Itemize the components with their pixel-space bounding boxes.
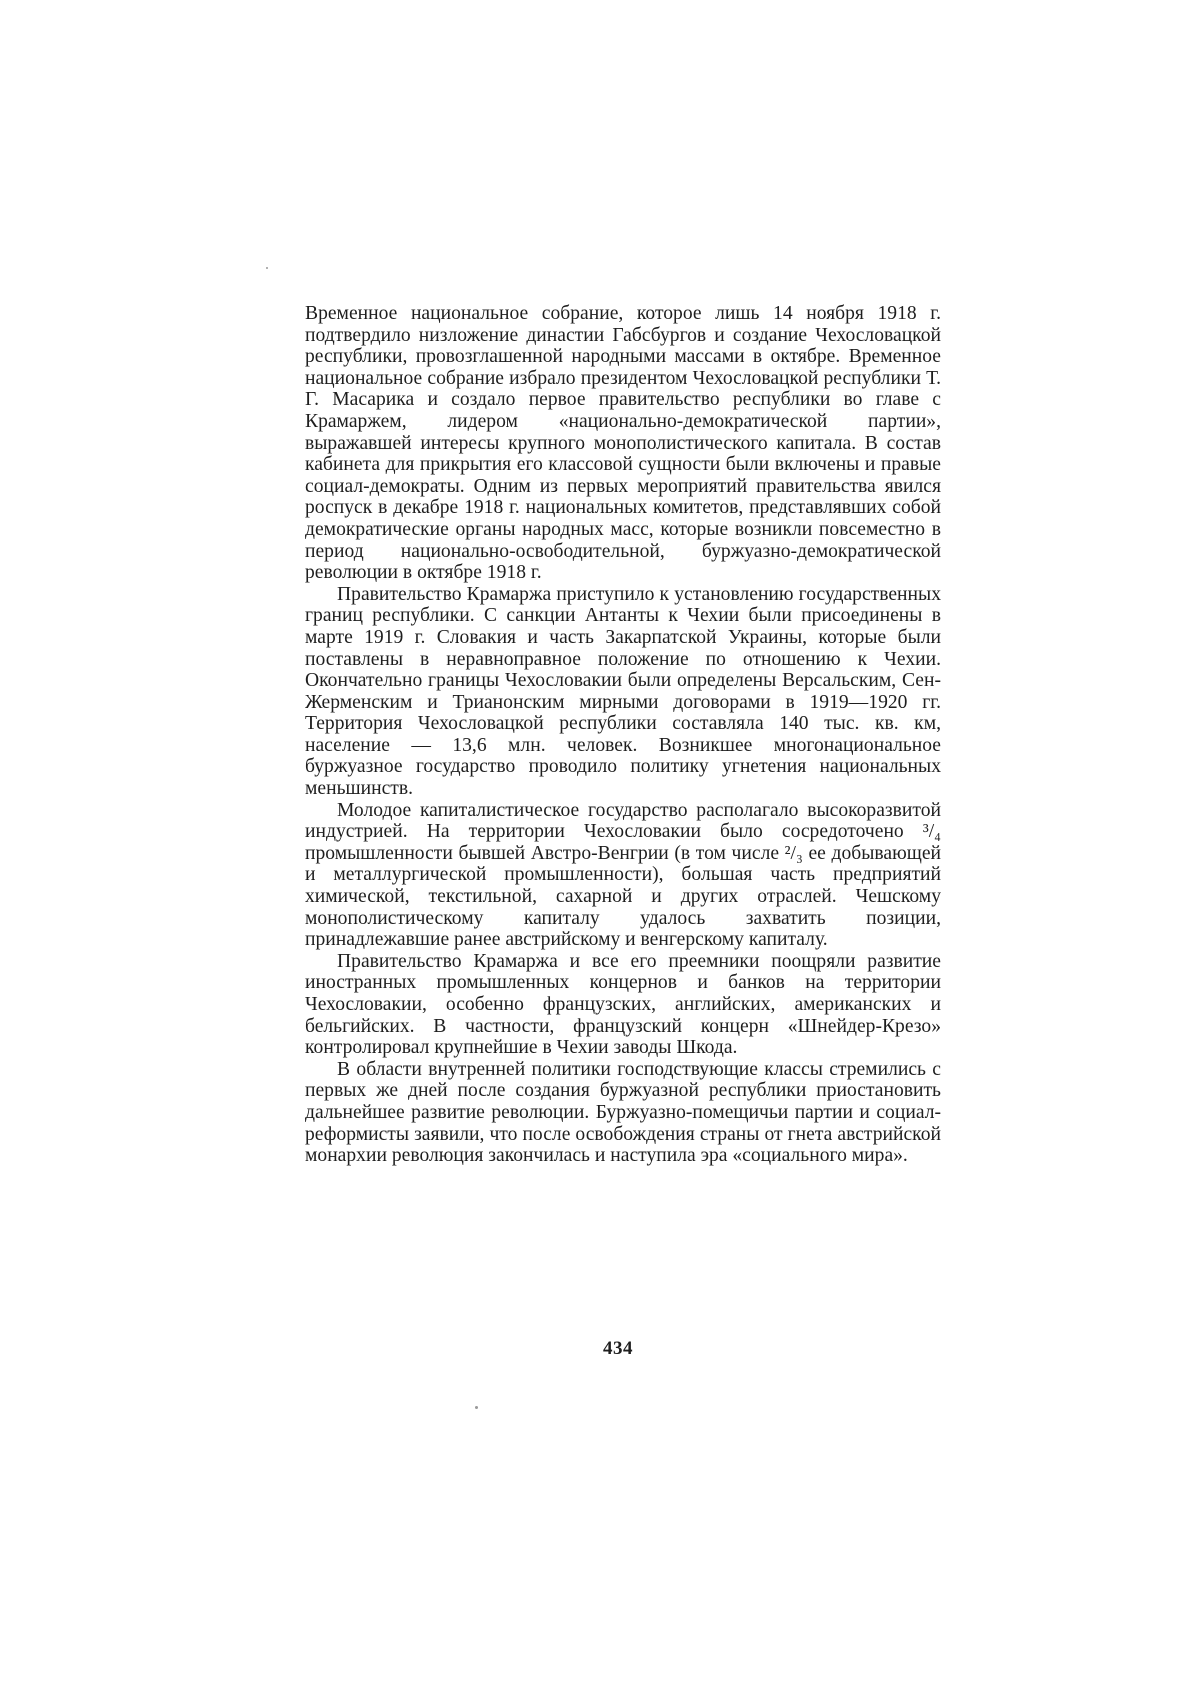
scan-speck: [475, 1406, 478, 1409]
body-text: [305, 303, 941, 1167]
paragraph-3: Молодое капиталистическое государство располагало высокоразвитой индустрией. На территории Чехословакии было сосредоточено ³/₄ промышленности бывшей Австро-Венгрии (в том числе ²/₃ ее добывающей и металлургической промышленности), большая часть предприятий химической, текстильной, сахарной и других отраслей. Чешскому монополистическому капиталу удалось захватить позиции, принадлежавшие ранее австрийскому и венгерскому капиталу.: [305, 799, 941, 951]
paragraph-4: Правительство Крамаржа и все его преемники поощряли развитие иностранных промышленных концернов и банков на территории Чехословакии, особенно французских, английских, американских и бельгийских. В частности, французский концерн «Шнейдер-Крезо» контролировал крупнейшие в Чехии заводы Шкода.: [305, 950, 941, 1059]
paragraph-1: Временное национальное собрание, которое лишь 14 ноября 1918 г. подтвердило низложение династии Габсбургов и создание Чехословацкой республики, провозглашенной народными массами в октябре. Временное национальное собрание избрало президентом Чехословацкой республики Т. Г. Масарика и создало первое правительство республики во главе с Крамаржем, лидером «национально-демократической партии», выражавшей интересы крупного монополистического капитала. В состав кабинета для прикрытия его классовой сущности были включены и правые социал-демократы. Одним из первых мероприятий правительства явился роспуск в декабре 1918 г. национальных комитетов, представлявших собой демократические органы народных масс, которые возникли повсеместно в период национально-освободительной, буржуазно-демократической революции в октябре 1918 г.: [305, 303, 941, 584]
scan-speck: [266, 267, 268, 269]
paragraph-2: Правительство Крамаржа приступило к установлению государственных границ республики. С санкции Антанты к Чехии были присоединены в марте 1919 г. Словакия и часть Закарпатской Украины, которые были поставлены в неравноправное положение по отношению к Чехии. Окончательно границы Чехословакии были определены Версальским, Сен-Жерменским и Трианонским мирными договорами в 1919—1920 гг. Территория Чехословацкой республики составляла 140 тыс. кв. км, население — 13,6 млн. человек. Возникшее многонациональное буржуазное государство проводило политику угнетения национальных меньшинств.: [305, 583, 941, 800]
paragraph-5: В области внутренней политики господствующие классы стремились с первых же дней после создания буржуазной республики приостановить дальнейшее развитие революции. Буржуазно-помещичьи партии и социал-реформисты заявили, что после освобождения страны от гнета австрийской монархии революция закончилась и наступила эра «социального мира».: [305, 1058, 941, 1167]
page-number: 434: [603, 1338, 633, 1359]
